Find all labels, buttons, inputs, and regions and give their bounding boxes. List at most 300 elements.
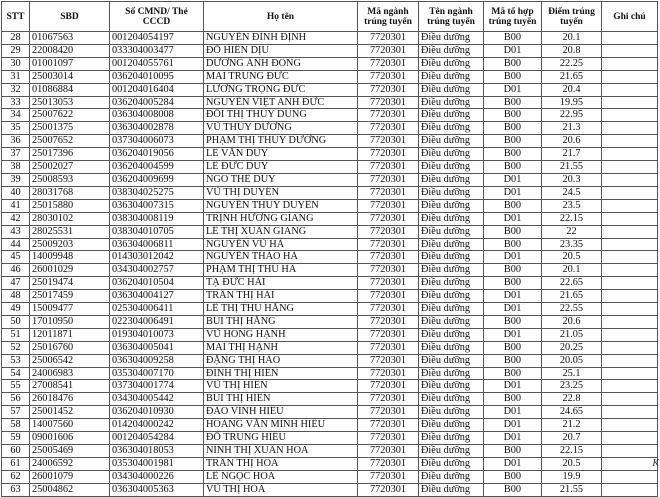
- cell-sbd: 25016760: [30, 341, 110, 354]
- cell-major-name: Điều dưỡng: [419, 393, 484, 406]
- cell-major-name: Điều dưỡng: [419, 225, 484, 238]
- cell-note: [602, 70, 658, 83]
- cell-score: 22.65: [542, 277, 602, 290]
- cell-combo: B00: [484, 238, 542, 251]
- cell-major-code: 7720301: [358, 406, 419, 419]
- cell-major-name: Điều dưỡng: [419, 32, 484, 45]
- cell-major-code: 7720301: [358, 83, 419, 96]
- cell-combo: B00: [484, 470, 542, 483]
- cell-score: 22.8: [542, 393, 602, 406]
- cell-major-code: 7720301: [358, 173, 419, 186]
- cell-combo: D01: [484, 186, 542, 199]
- cell-score: 23.35: [542, 238, 602, 251]
- cell-combo: B00: [484, 32, 542, 45]
- cell-id-number: 036204010504: [110, 277, 204, 290]
- cell-id-number: 001204054284: [110, 432, 204, 445]
- table-row: [2, 251, 658, 264]
- table-row: [2, 432, 658, 445]
- cell-id-number: 036304004127: [110, 290, 204, 303]
- cell-score: 20.1: [542, 264, 602, 277]
- cell-score: 20.1: [542, 32, 602, 45]
- table-row: [2, 32, 658, 45]
- cell-combo: D01: [484, 406, 542, 419]
- table-row: [2, 135, 658, 148]
- cell-major-code: 7720301: [358, 457, 419, 470]
- cell-stt: 57: [2, 406, 30, 419]
- cell-combo: D01: [484, 328, 542, 341]
- cell-sbd: 25017396: [30, 148, 110, 161]
- cell-stt: 29: [2, 44, 30, 57]
- cell-id-number: 036204019056: [110, 148, 204, 161]
- cell-major-name: Điều dưỡng: [419, 457, 484, 470]
- cell-major-code: 7720301: [358, 445, 419, 458]
- cell-full-name: PHẠM THỊ THU HÀ: [204, 264, 358, 277]
- cell-id-number: 035304001981: [110, 457, 204, 470]
- cell-major-name: Điều dưỡng: [419, 148, 484, 161]
- cell-id-number: 036304006811: [110, 238, 204, 251]
- header-name: Họ tên: [204, 2, 358, 32]
- cell-sbd: 22008420: [30, 44, 110, 57]
- cell-sbd: 14007560: [30, 419, 110, 432]
- cell-note: [602, 341, 658, 354]
- cell-stt: 41: [2, 199, 30, 212]
- table-row: [2, 96, 658, 109]
- table-row: [2, 341, 658, 354]
- header-combo: Mã tổ hợp trúng tuyển: [484, 2, 542, 32]
- cell-major-code: 7720301: [358, 135, 419, 148]
- cell-note: [602, 161, 658, 174]
- cell-major-name: Điều dưỡng: [419, 406, 484, 419]
- cell-full-name: TRẦN THỊ HOA: [204, 457, 358, 470]
- cell-major-code: 7720301: [358, 393, 419, 406]
- cell-full-name: ĐỖ TRUNG HIẾU: [204, 432, 358, 445]
- cell-stt: 61: [2, 457, 30, 470]
- table-row: [2, 457, 658, 470]
- cell-sbd: 28031768: [30, 186, 110, 199]
- table-row: [2, 83, 658, 96]
- cell-major-code: 7720301: [358, 470, 419, 483]
- cell-note: [602, 186, 658, 199]
- cell-major-name: Điều dưỡng: [419, 367, 484, 380]
- cell-combo: B00: [484, 122, 542, 135]
- cell-stt: 37: [2, 148, 30, 161]
- table-row: [2, 186, 658, 199]
- cell-sbd: 28025531: [30, 225, 110, 238]
- cell-note: [602, 367, 658, 380]
- table-row: [2, 161, 658, 174]
- cell-score: 20.6: [542, 315, 602, 328]
- cell-major-name: Điều dưỡng: [419, 212, 484, 225]
- cell-major-name: Điều dưỡng: [419, 57, 484, 70]
- cell-major-name: Điều dưỡng: [419, 238, 484, 251]
- cell-stt: 43: [2, 225, 30, 238]
- cell-score: 21.2: [542, 419, 602, 432]
- header-id: Số CMND/ Thẻ CCCD: [110, 2, 204, 32]
- cell-sbd: 01001097: [30, 57, 110, 70]
- table-row: [2, 238, 658, 251]
- cell-note: [602, 290, 658, 303]
- cell-id-number: 036304018053: [110, 445, 204, 458]
- table-row: [2, 277, 658, 290]
- cell-note: [602, 457, 658, 470]
- cell-major-code: 7720301: [358, 57, 419, 70]
- cell-stt: 38: [2, 161, 30, 174]
- cell-note: [602, 135, 658, 148]
- cell-full-name: NGÔ THẾ DUY: [204, 173, 358, 186]
- cell-full-name: NGUYỄN THẢO HÀ: [204, 251, 358, 264]
- cell-full-name: NGUYỄN VIỆT ANH ĐỨC: [204, 96, 358, 109]
- cell-note: [602, 173, 658, 186]
- cell-combo: B00: [484, 445, 542, 458]
- cell-major-code: 7720301: [358, 109, 419, 122]
- cell-stt: 40: [2, 186, 30, 199]
- cell-major-code: 7720301: [358, 186, 419, 199]
- cell-combo: B00: [484, 199, 542, 212]
- cell-sbd: 28030102: [30, 212, 110, 225]
- cell-id-number: 001204054197: [110, 32, 204, 45]
- cell-full-name: NINH THỊ XUÂN HOA: [204, 445, 358, 458]
- cell-major-code: 7720301: [358, 290, 419, 303]
- cell-major-name: Điều dưỡng: [419, 122, 484, 135]
- header-major-code: Mã ngành trúng tuyển: [358, 2, 419, 32]
- header-major-name: Tên ngành trúng tuyển: [419, 2, 484, 32]
- cell-major-code: 7720301: [358, 238, 419, 251]
- cell-note: [602, 32, 658, 45]
- cell-full-name: DƯƠNG ÁNH ĐỒNG: [204, 57, 358, 70]
- cell-score: 25.1: [542, 367, 602, 380]
- cell-id-number: 036304002878: [110, 122, 204, 135]
- cell-id-number: 019304010073: [110, 328, 204, 341]
- cell-sbd: 25009203: [30, 238, 110, 251]
- cell-stt: 46: [2, 264, 30, 277]
- table-row: [2, 122, 658, 135]
- cell-full-name: ĐINH THỊ HIỀN: [204, 367, 358, 380]
- cell-sbd: 26001029: [30, 264, 110, 277]
- cell-full-name: LÊ THỊ THU HẰNG: [204, 303, 358, 316]
- cell-id-number: 036204010095: [110, 70, 204, 83]
- cell-full-name: TRỊNH HƯƠNG GIANG: [204, 212, 358, 225]
- cell-stt: 42: [2, 212, 30, 225]
- cell-id-number: 036304007315: [110, 199, 204, 212]
- table-row: [2, 148, 658, 161]
- cell-id-number: 036204009699: [110, 173, 204, 186]
- cell-major-name: Điều dưỡng: [419, 354, 484, 367]
- cell-id-number: 014204000242: [110, 419, 204, 432]
- cell-score: 20.5: [542, 251, 602, 264]
- cell-full-name: PHẠM THỊ THÙY DƯƠNG: [204, 135, 358, 148]
- cell-id-number: 037304006073: [110, 135, 204, 148]
- cell-sbd: 26018476: [30, 393, 110, 406]
- cell-sbd: 25013053: [30, 96, 110, 109]
- cell-score: 21.55: [542, 483, 602, 496]
- table-row: [2, 328, 658, 341]
- cell-sbd: 26001079: [30, 470, 110, 483]
- cell-full-name: ĐỖI THỊ THÙY DUNG: [204, 109, 358, 122]
- cell-combo: B00: [484, 264, 542, 277]
- table-row: [2, 354, 658, 367]
- cell-id-number: 036204004599: [110, 161, 204, 174]
- cell-major-code: 7720301: [358, 70, 419, 83]
- cell-major-name: Điều dưỡng: [419, 70, 484, 83]
- cell-id-number: 001204055761: [110, 57, 204, 70]
- cell-stt: 58: [2, 419, 30, 432]
- cell-note: [602, 83, 658, 96]
- cell-major-code: 7720301: [358, 315, 419, 328]
- cell-stt: 36: [2, 135, 30, 148]
- cell-score: 21.65: [542, 290, 602, 303]
- cell-score: 20.7: [542, 432, 602, 445]
- header-sbd: SBD: [30, 2, 110, 32]
- cell-major-code: 7720301: [358, 212, 419, 225]
- cell-note: [602, 432, 658, 445]
- cell-full-name: VŨ THỊ HIỀN: [204, 380, 358, 393]
- cell-note: [602, 419, 658, 432]
- cell-sbd: 01086884: [30, 83, 110, 96]
- cell-major-code: 7720301: [358, 419, 419, 432]
- cell-major-name: Điều dưỡng: [419, 380, 484, 393]
- cell-full-name: ĐỖ HIỀN DỊU: [204, 44, 358, 57]
- cell-sbd: 25001375: [30, 122, 110, 135]
- cell-major-name: Điều dưỡng: [419, 186, 484, 199]
- cell-combo: D01: [484, 419, 542, 432]
- cell-note: [602, 483, 658, 496]
- cell-full-name: VŨ THỊ DUYÊN: [204, 186, 358, 199]
- header-note: Ghi chú: [602, 2, 658, 32]
- cell-full-name: NGUYỄN THÙY DUYÊN: [204, 199, 358, 212]
- cell-combo: B00: [484, 277, 542, 290]
- cell-combo: B00: [484, 483, 542, 496]
- cell-score: 22.25: [542, 57, 602, 70]
- cell-combo: B00: [484, 225, 542, 238]
- cell-id-number: 034304002757: [110, 264, 204, 277]
- cell-score: 20.25: [542, 341, 602, 354]
- cell-major-name: Điều dưỡng: [419, 251, 484, 264]
- cell-stt: 32: [2, 83, 30, 96]
- cell-major-code: 7720301: [358, 341, 419, 354]
- cell-sbd: 01067563: [30, 32, 110, 45]
- cell-combo: B00: [484, 161, 542, 174]
- table-row: [2, 483, 658, 496]
- cell-combo: D01: [484, 251, 542, 264]
- cell-full-name: MAI THỊ HẠNH: [204, 341, 358, 354]
- cell-id-number: 025304006411: [110, 303, 204, 316]
- cell-sbd: 25007652: [30, 135, 110, 148]
- table-row: [2, 380, 658, 393]
- cell-major-code: 7720301: [358, 432, 419, 445]
- page-corner-mark: K: [652, 458, 659, 469]
- cell-sbd: 24006592: [30, 457, 110, 470]
- cell-major-code: 7720301: [358, 225, 419, 238]
- cell-major-name: Điều dưỡng: [419, 445, 484, 458]
- cell-major-code: 7720301: [358, 303, 419, 316]
- cell-sbd: 17010950: [30, 315, 110, 328]
- cell-note: [602, 393, 658, 406]
- cell-score: 20.5: [542, 457, 602, 470]
- cell-id-number: 038304025275: [110, 186, 204, 199]
- cell-stt: 60: [2, 445, 30, 458]
- cell-combo: D01: [484, 290, 542, 303]
- table-row: [2, 406, 658, 419]
- admission-table: [1, 1, 658, 497]
- cell-combo: D01: [484, 173, 542, 186]
- cell-id-number: 034304005442: [110, 393, 204, 406]
- cell-major-code: 7720301: [358, 277, 419, 290]
- table-row: [2, 290, 658, 303]
- cell-major-name: Điều dưỡng: [419, 432, 484, 445]
- cell-major-name: Điều dưỡng: [419, 470, 484, 483]
- cell-combo: B00: [484, 354, 542, 367]
- cell-note: [602, 148, 658, 161]
- table-row: [2, 264, 658, 277]
- cell-score: 20.05: [542, 354, 602, 367]
- cell-sbd: 25008593: [30, 173, 110, 186]
- cell-score: 22.15: [542, 212, 602, 225]
- cell-combo: D01: [484, 212, 542, 225]
- cell-major-code: 7720301: [358, 32, 419, 45]
- cell-combo: B00: [484, 341, 542, 354]
- header-row: [2, 2, 658, 32]
- table-body: [2, 32, 658, 497]
- table-row: [2, 367, 658, 380]
- cell-id-number: 033304003477: [110, 44, 204, 57]
- cell-score: 21.05: [542, 328, 602, 341]
- cell-id-number: 035304007170: [110, 367, 204, 380]
- cell-major-name: Điều dưỡng: [419, 96, 484, 109]
- cell-major-name: Điều dưỡng: [419, 290, 484, 303]
- cell-note: [602, 57, 658, 70]
- cell-major-code: 7720301: [358, 354, 419, 367]
- cell-stt: 31: [2, 70, 30, 83]
- cell-major-name: Điều dưỡng: [419, 44, 484, 57]
- cell-major-code: 7720301: [358, 122, 419, 135]
- cell-sbd: 25001452: [30, 406, 110, 419]
- cell-major-code: 7720301: [358, 380, 419, 393]
- cell-combo: B00: [484, 148, 542, 161]
- cell-sbd: 24006983: [30, 367, 110, 380]
- cell-note: [602, 212, 658, 225]
- cell-stt: 59: [2, 432, 30, 445]
- cell-full-name: ĐÀO VINH HIẾU: [204, 406, 358, 419]
- cell-id-number: 036204005284: [110, 96, 204, 109]
- cell-sbd: 25019474: [30, 277, 110, 290]
- table-row: [2, 44, 658, 57]
- table-row: [2, 57, 658, 70]
- cell-sbd: 25006542: [30, 354, 110, 367]
- cell-major-name: Điều dưỡng: [419, 109, 484, 122]
- cell-score: 22.55: [542, 303, 602, 316]
- cell-combo: D01: [484, 303, 542, 316]
- cell-major-name: Điều dưỡng: [419, 135, 484, 148]
- cell-sbd: 27008541: [30, 380, 110, 393]
- cell-note: [602, 122, 658, 135]
- cell-stt: 62: [2, 470, 30, 483]
- cell-stt: 49: [2, 303, 30, 316]
- cell-score: 21.55: [542, 161, 602, 174]
- cell-id-number: 038304010705: [110, 225, 204, 238]
- cell-full-name: VŨ THỊ HÒA: [204, 483, 358, 496]
- cell-major-code: 7720301: [358, 367, 419, 380]
- cell-major-code: 7720301: [358, 44, 419, 57]
- cell-note: [602, 470, 658, 483]
- cell-score: 21.65: [542, 70, 602, 83]
- cell-sbd: 25004862: [30, 483, 110, 496]
- cell-stt: 28: [2, 32, 30, 45]
- cell-score: 23.25: [542, 380, 602, 393]
- cell-stt: 52: [2, 341, 30, 354]
- cell-major-name: Điều dưỡng: [419, 419, 484, 432]
- table-row: [2, 393, 658, 406]
- cell-sbd: 25002027: [30, 161, 110, 174]
- cell-id-number: 036304008008: [110, 109, 204, 122]
- cell-combo: D01: [484, 432, 542, 445]
- cell-note: [602, 251, 658, 264]
- cell-combo: B00: [484, 393, 542, 406]
- cell-full-name: LÊ ĐỨC DUY: [204, 161, 358, 174]
- cell-sbd: 09001606: [30, 432, 110, 445]
- cell-stt: 51: [2, 328, 30, 341]
- cell-full-name: TẠ ĐỨC HẢI: [204, 277, 358, 290]
- cell-note: [602, 199, 658, 212]
- cell-combo: B00: [484, 70, 542, 83]
- cell-major-name: Điều dưỡng: [419, 264, 484, 277]
- cell-stt: 35: [2, 122, 30, 135]
- cell-combo: B00: [484, 367, 542, 380]
- cell-stt: 48: [2, 290, 30, 303]
- cell-major-code: 7720301: [358, 161, 419, 174]
- cell-stt: 55: [2, 380, 30, 393]
- cell-score: 20.3: [542, 173, 602, 186]
- cell-major-code: 7720301: [358, 483, 419, 496]
- table-row: [2, 70, 658, 83]
- cell-major-name: Điều dưỡng: [419, 328, 484, 341]
- cell-note: [602, 225, 658, 238]
- cell-sbd: 25017459: [30, 290, 110, 303]
- cell-stt: 44: [2, 238, 30, 251]
- cell-id-number: 036304005363: [110, 483, 204, 496]
- cell-full-name: NGUYỄN VŨ HÀ: [204, 238, 358, 251]
- cell-full-name: BÙI THỊ HẰNG: [204, 315, 358, 328]
- cell-score: 20.8: [542, 44, 602, 57]
- cell-note: [602, 315, 658, 328]
- cell-full-name: VŨ THÙY DƯƠNG: [204, 122, 358, 135]
- cell-combo: D01: [484, 83, 542, 96]
- cell-score: 22.15: [542, 445, 602, 458]
- cell-stt: 33: [2, 96, 30, 109]
- table-row: [2, 109, 658, 122]
- cell-major-code: 7720301: [358, 199, 419, 212]
- table-row: [2, 303, 658, 316]
- cell-full-name: VŨ HỒNG HẠNH: [204, 328, 358, 341]
- cell-id-number: 036304005041: [110, 341, 204, 354]
- cell-stt: 53: [2, 354, 30, 367]
- cell-combo: D01: [484, 380, 542, 393]
- cell-combo: B00: [484, 315, 542, 328]
- cell-score: 24.65: [542, 406, 602, 419]
- cell-note: [602, 303, 658, 316]
- cell-id-number: 036204010930: [110, 406, 204, 419]
- table-row: [2, 470, 658, 483]
- cell-score: 23.5: [542, 199, 602, 212]
- cell-full-name: MAI TRUNG ĐỨC: [204, 70, 358, 83]
- cell-full-name: HOÀNG VĂN MINH HIẾU: [204, 419, 358, 432]
- cell-id-number: 034304000226: [110, 470, 204, 483]
- cell-id-number: 036304009258: [110, 354, 204, 367]
- cell-id-number: 037304001774: [110, 380, 204, 393]
- cell-major-name: Điều dưỡng: [419, 315, 484, 328]
- cell-id-number: 001204016404: [110, 83, 204, 96]
- cell-full-name: LÊ THỊ XUÂN GIANG: [204, 225, 358, 238]
- cell-note: [602, 238, 658, 251]
